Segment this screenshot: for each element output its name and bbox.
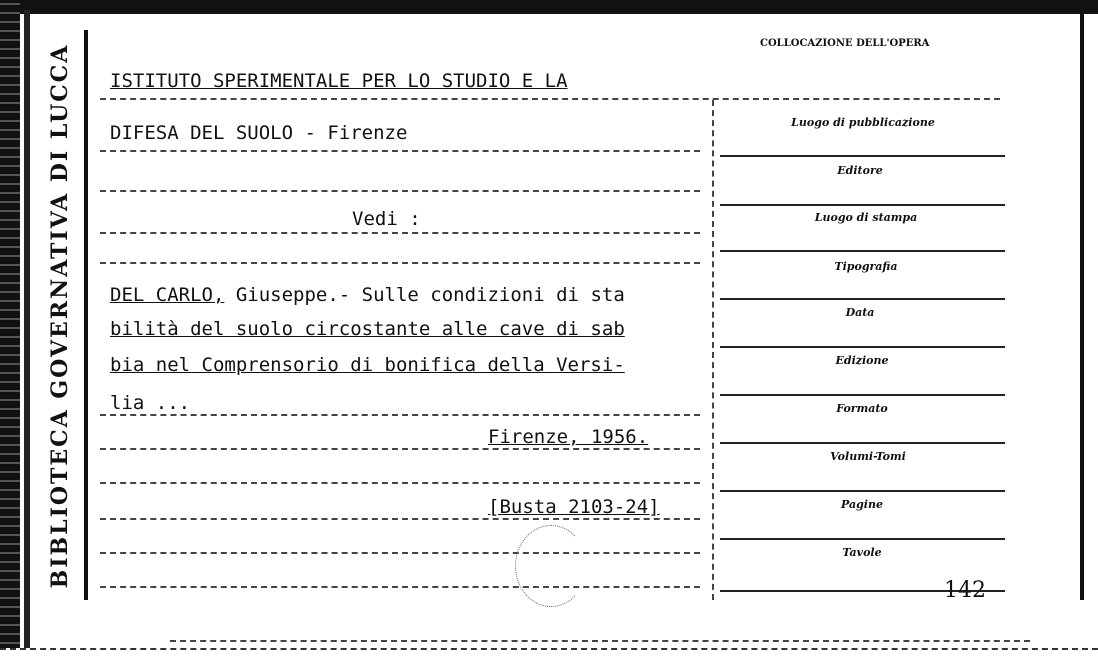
field-label-publisher: Editore [837,164,883,177]
ruled-line [100,518,700,520]
shelfmark: [Busta 2103-24] [488,496,660,518]
ruled-line [100,586,700,588]
ruled-line [100,190,700,192]
ruled-line [100,448,700,450]
entry-line-1-rest: Giuseppe.- Sulle condizioni di sta [224,284,625,306]
field-rule [720,490,1005,492]
ruled-line [100,232,700,234]
field-rule [720,155,1005,157]
entry-line-3: bia nel Comprensorio di bonifica della Versi- [110,354,625,376]
entry-line-4: lia ... [110,392,191,414]
field-rule [720,538,1005,540]
ruled-line [100,98,1000,100]
library-name: BIBLIOTECA GOVERNATIVA DI LUCCA [47,43,73,589]
ruled-line [170,640,1030,642]
entry-line-2: bilità del suolo circostante alle cave di sab [110,318,625,340]
field-rule [720,250,1005,252]
see-label: Vedi : [352,208,421,230]
column-divider [712,100,714,600]
entry-line-1 [110,284,625,306]
place-year: Firenze, 1956. [488,426,649,448]
field-rule [720,346,1005,348]
field-label-date: Data [845,306,875,319]
ruled-line [100,262,700,264]
left-border [0,0,20,663]
field-label-plates: Tavole [842,546,882,559]
field-rule [720,442,1005,444]
ruled-line [100,482,700,484]
field-label-edition: Edizione [835,354,889,367]
stamp-mark [515,525,587,607]
right-border [1080,10,1084,600]
field-label-volumes: Volumi-Tomi [830,450,906,463]
entry-author: DEL CARLO, [110,284,225,306]
title-divider [84,30,88,600]
heading-line-1: ISTITUTO SPERIMENTALE PER LO STUDIO E LA [110,70,568,92]
field-rule [720,298,1005,300]
ruled-line [100,414,700,416]
field-label-place-of-printing: Luogo di stampa [814,211,918,224]
field-label-place-of-publication: Luogo di pubblicazione [791,116,935,129]
collocation-header: COLLOCAZIONE DELL'OPERA [760,38,930,49]
field-rule [720,394,1005,396]
field-rule [720,204,1005,206]
bottom-border [0,648,1098,665]
ruled-line [100,150,700,152]
left-inner-border [24,10,30,663]
handwritten-number: 142 [944,578,986,603]
ruled-line [100,552,700,554]
heading-line-2: DIFESA DEL SUOLO - Firenze [110,122,408,144]
field-label-printer: Tipografia [834,260,898,273]
field-label-format: Formato [836,402,888,415]
top-border [20,0,1098,14]
field-label-pages: Pagine [841,498,883,511]
